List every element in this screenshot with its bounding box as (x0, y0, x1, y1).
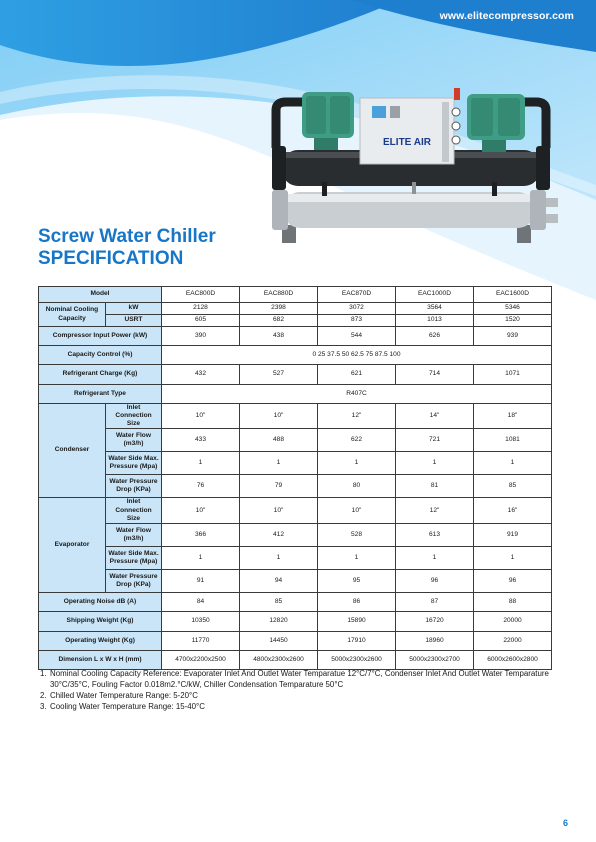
table-cell: 1 (474, 452, 552, 475)
table-cell: 1 (396, 452, 474, 475)
footnote-number: 1. (40, 669, 47, 678)
website-url[interactable]: www.elitecompressor.com (439, 10, 574, 22)
table-cell: 412 (240, 524, 318, 547)
table-cell: 1 (162, 547, 240, 570)
footnote-text: Nominal Cooling Capacity Reference: Evaporater Inlet And Outlet Water Temparatue 12°C/7°C, Condenser Inlet And Outlet Water Temparature 30°C/35°C, Fouling Factor 0.018m2.°C/kW, Chiller Condensation Temparature 50°C (50, 669, 549, 689)
table-cell: 544 (318, 327, 396, 346)
row-label: Shipping Weight (Kg) (39, 612, 162, 631)
table-row-condenser-inlet (39, 403, 552, 429)
specification-table (38, 286, 552, 670)
table-cell: 96 (474, 570, 552, 593)
table-cell: 5000x2300x2600 (318, 650, 396, 669)
model-header: EAC1600D (474, 287, 552, 303)
table-cell: 81 (396, 475, 474, 498)
table-row-model (39, 287, 552, 303)
unit-label: USRT (106, 315, 162, 327)
table-cell: 1013 (396, 315, 474, 327)
model-header: EAC1000D (396, 287, 474, 303)
table-cell: 1520 (474, 315, 552, 327)
table-cell: 2128 (162, 303, 240, 315)
table-row-operating-weight (39, 631, 552, 650)
row-label: Operating Weight (Kg) (39, 631, 162, 650)
table-row-condenser-drop (39, 475, 552, 498)
sub-label: Water Flow (m3/h) (106, 429, 162, 452)
table-cell: 1 (318, 547, 396, 570)
table-cell: 1071 (474, 365, 552, 384)
table-row-condenser-flow (39, 429, 552, 452)
sub-label: Inlet Connection Size (106, 403, 162, 429)
table-cell: 80 (318, 475, 396, 498)
table-row-shipping-weight (39, 612, 552, 631)
footnote-number: 2. (40, 690, 47, 700)
table-cell: 2398 (240, 303, 318, 315)
section-label: Condenser (39, 403, 106, 498)
row-label: Operating Noise dB (A) (39, 593, 162, 612)
sub-label: Water Side Max. Pressure (Mpa) (106, 452, 162, 475)
page-title-line-1: Screw Water Chiller (38, 226, 216, 247)
table-row-noise (39, 593, 552, 612)
table-cell: 5000x2300x2700 (396, 650, 474, 669)
table-cell: 88 (474, 593, 552, 612)
table-cell: 79 (240, 475, 318, 498)
table-row-capacity-kw (39, 303, 552, 315)
table-cell: 1 (396, 547, 474, 570)
table-cell: 96 (396, 570, 474, 593)
row-label: Capacity Control (%) (39, 346, 162, 365)
table-cell: 438 (240, 327, 318, 346)
table-cell: 366 (162, 524, 240, 547)
table-cell: 714 (396, 365, 474, 384)
table-cell-merged: 0 25 37.5 50 62.5 75 87.5 100 (162, 346, 552, 365)
table-cell: 12" (318, 403, 396, 429)
table-cell: 1 (240, 452, 318, 475)
table-row-evaporator-pressure (39, 547, 552, 570)
table-row-evaporator-flow (39, 524, 552, 547)
row-label: Refrigerant Charge (Kg) (39, 365, 162, 384)
table-cell: 20000 (474, 612, 552, 631)
table-cell: 10" (240, 403, 318, 429)
footnotes (40, 669, 555, 713)
row-label: Compressor Input Power (kW) (39, 327, 162, 346)
table-cell: 919 (474, 524, 552, 547)
table-row-dimension (39, 650, 552, 669)
table-cell: 95 (318, 570, 396, 593)
sub-label: Water Flow (m3/h) (106, 524, 162, 547)
section-label: Evaporator (39, 498, 106, 593)
table-cell: 622 (318, 429, 396, 452)
table-cell: 22000 (474, 631, 552, 650)
table-row-evaporator-inlet (39, 498, 552, 524)
row-label: Refrigerant Type (39, 384, 162, 403)
table-cell: 527 (240, 365, 318, 384)
table-cell: 1 (162, 452, 240, 475)
table-cell: 94 (240, 570, 318, 593)
sub-label: Water Pressure Drop (KPa) (106, 570, 162, 593)
table-cell: 6000x2600x2800 (474, 650, 552, 669)
sub-label: Water Pressure Drop (KPa) (106, 475, 162, 498)
table-cell: 91 (162, 570, 240, 593)
table-cell: 17910 (318, 631, 396, 650)
page-number: 6 (562, 818, 568, 828)
row-label: Model (39, 287, 162, 303)
table-row-evaporator-drop (39, 570, 552, 593)
table-cell: 432 (162, 365, 240, 384)
table-row-compressor-power (39, 327, 552, 346)
table-cell: 488 (240, 429, 318, 452)
table-cell: 10350 (162, 612, 240, 631)
table-row-refrigerant-charge (39, 365, 552, 384)
table-cell: 18" (474, 403, 552, 429)
table-row-capacity-control (39, 346, 552, 365)
table-cell-merged: R407C (162, 384, 552, 403)
table-cell: 11770 (162, 631, 240, 650)
table-cell: 10" (240, 498, 318, 524)
footnote-item (40, 669, 555, 690)
table-cell: 605 (162, 315, 240, 327)
brand-plate-text: ELITE AIR (383, 137, 431, 148)
table-row-refrigerant-type (39, 384, 552, 403)
table-cell: 3072 (318, 303, 396, 315)
table-cell: 10" (162, 403, 240, 429)
sub-label: Inlet Connection Size (106, 498, 162, 524)
table-cell: 3564 (396, 303, 474, 315)
table-cell: 682 (240, 315, 318, 327)
table-cell: 528 (318, 524, 396, 547)
table-row-condenser-pressure (39, 452, 552, 475)
table-cell: 626 (396, 327, 474, 346)
table-cell: 16720 (396, 612, 474, 631)
table-cell: 4700x2200x2500 (162, 650, 240, 669)
table-cell: 87 (396, 593, 474, 612)
row-label: Nominal Cooling Capacity (39, 303, 106, 327)
sub-label: Water Side Max. Pressure (Mpa) (106, 547, 162, 570)
table-row-capacity-usrt (39, 315, 552, 327)
table-cell: 14450 (240, 631, 318, 650)
table-cell: 18960 (396, 631, 474, 650)
chiller-product-image (262, 82, 562, 247)
table-cell: 1 (474, 547, 552, 570)
table-cell: 85 (240, 593, 318, 612)
row-label: Dimension L x W x H (mm) (39, 650, 162, 669)
table-cell: 873 (318, 315, 396, 327)
table-cell: 14" (396, 403, 474, 429)
table-cell: 5346 (474, 303, 552, 315)
page-title-line-2: SPECIFICATION (38, 248, 184, 269)
table-cell: 10" (162, 498, 240, 524)
table-cell: 433 (162, 429, 240, 452)
footnote-text: Chilled Water Temperature Range: 5-20°C (50, 690, 198, 700)
table-cell: 12820 (240, 612, 318, 631)
model-header: EAC870D (318, 287, 396, 303)
table-cell: 1 (318, 452, 396, 475)
table-cell: 86 (318, 593, 396, 612)
table-cell: 621 (318, 365, 396, 384)
table-cell: 10" (318, 498, 396, 524)
table-cell: 4800x2300x2600 (240, 650, 318, 669)
table-cell: 84 (162, 593, 240, 612)
table-cell: 12" (396, 498, 474, 524)
table-cell: 721 (396, 429, 474, 452)
table-cell: 1081 (474, 429, 552, 452)
footnote-number: 3. (40, 702, 47, 712)
table-cell: 613 (396, 524, 474, 547)
unit-label: kW (106, 303, 162, 315)
model-header: EAC880D (240, 287, 318, 303)
table-cell: 390 (162, 327, 240, 346)
model-header: EAC800D (162, 287, 240, 303)
table-cell: 939 (474, 327, 552, 346)
footnote-item (40, 691, 555, 702)
table-cell: 85 (474, 475, 552, 498)
table-cell: 76 (162, 475, 240, 498)
table-cell: 15890 (318, 612, 396, 631)
footnote-text: Cooling Water Temperature Range: 15-40°C (50, 702, 205, 712)
footnote-item (40, 702, 555, 713)
table-cell: 16" (474, 498, 552, 524)
table-cell: 1 (240, 547, 318, 570)
